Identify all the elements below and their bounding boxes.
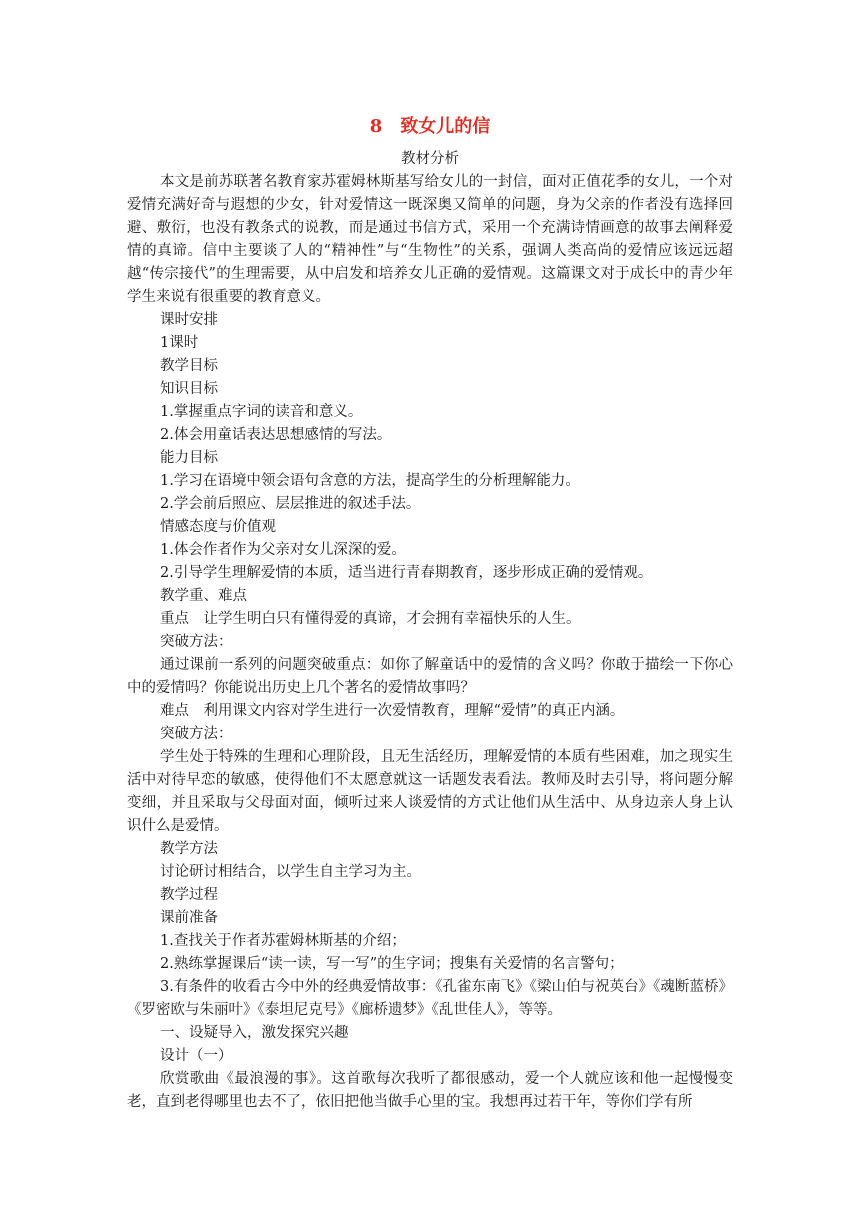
text-line: 1.学习在语境中领会语句含意的方法，提高学生的分析理解能力。 <box>160 473 580 489</box>
text-line: 课时安排 <box>160 312 218 328</box>
text-line: 重点 让学生明白只有懂得爱的真谛，才会拥有幸福快乐的人生。 <box>160 611 581 627</box>
text-line: 2.引导学生理解爱情的本质，适当进行青春期教育，逐步形成正确的爱情观。 <box>160 565 653 581</box>
section-heading: 教材分析 <box>401 151 459 167</box>
text-line: 1.体会作者作为父亲对女儿深深的爱。 <box>160 542 406 558</box>
text-line: 突破方法： <box>160 726 233 742</box>
body-paragraph: 通过课前一系列的问题突破重点：如你了解童话中的爱情的含义吗？你敢于描绘一下你心中的爱情吗？你能说出历史上几个著名的爱情故事吗？ <box>127 657 733 696</box>
text-line: 1.查找关于作者苏霍姆林斯基的介绍； <box>160 933 406 949</box>
text-line: 知识目标 <box>160 381 218 397</box>
body-paragraph: 学生处于特殊的生理和心理阶段，且无生活经历，理解爱情的本质有些困难，加之现实生活中对待早恋的敏感，使得他们不太愿意就这一话题发表看法。教师及时去引导，将问题分解变细，并且采取与父母面对面，倾听过来人谈爱情的方式让他们从生活中、从身边亲人身上认识什么是爱情。 <box>127 749 733 834</box>
text-line: 一、设疑导入，激发探究兴趣 <box>160 1025 349 1041</box>
text-line: 教学方法 <box>160 841 218 857</box>
text-line: 教学重、难点 <box>160 588 247 604</box>
document-body <box>127 171 733 1114</box>
text-line: 能力目标 <box>160 450 218 466</box>
text-line: 讨论研讨相结合，以学生自主学习为主。 <box>160 864 421 880</box>
body-paragraph: 欣赏歌曲《最浪漫的事》。这首歌每次我听了都很感动，爱一个人就应该和他一起慢慢变老，直到老得哪里也去不了，依旧把他当做手心里的宝。我想再过若干年，等你们学有所 <box>127 1071 733 1110</box>
text-line: 教学目标 <box>160 358 218 374</box>
body-paragraph: 3.有条件的收看古今中外的经典爱情故事：《孔雀东南飞》《梁山伯与祝英台》《魂断蓝桥》《罗密欧与朱丽叶》《泰坦尼克号》《廊桥遗梦》《乱世佳人》，等等。 <box>127 979 733 1018</box>
text-line: 难点 利用课文内容对学生进行一次爱情教育，理解“爱情”的真正内涵。 <box>160 703 625 719</box>
text-line: 2.体会用童话表达思想感情的写法。 <box>160 427 392 443</box>
text-line: 课前准备 <box>160 910 218 926</box>
body-paragraph: 本文是前苏联著名教育家苏霍姆林斯基写给女儿的一封信，面对正值花季的女儿，一个对爱情充满好奇与遐想的少女，针对爱情这一既深奥又简单的问题，身为父亲的作者没有选择回避、敷衍，也没有教条式的说教，而是通过书信方式，采用一个充满诗情画意的故事去阐释爱情的真谛。信中主要谈了人的“精神性”与“生物性”的关系，强调人类高尚的爱情应该远远超越“传宗接代”的生理需要，从中启发和培养女儿正确的爱情观。这篇课文对于成长中的青少年学生来说有很重要的教育意义。 <box>127 174 733 305</box>
text-line: 设计（一） <box>160 1048 233 1064</box>
text-line: 教学过程 <box>160 887 218 903</box>
text-line: 2.熟练掌握课后“读一读，写一写”的生字词；搜集有关爱情的名言警句； <box>160 956 624 972</box>
text-line: 2.学会前后照应、层层推进的叙述手法。 <box>160 496 421 512</box>
text-line: 突破方法： <box>160 634 233 650</box>
text-line: 1课时 <box>160 335 199 351</box>
document-title: 8 致女儿的信 <box>369 116 491 137</box>
text-line: 1.掌握重点字词的读音和意义。 <box>160 404 363 420</box>
text-line: 情感态度与价值观 <box>160 519 276 535</box>
